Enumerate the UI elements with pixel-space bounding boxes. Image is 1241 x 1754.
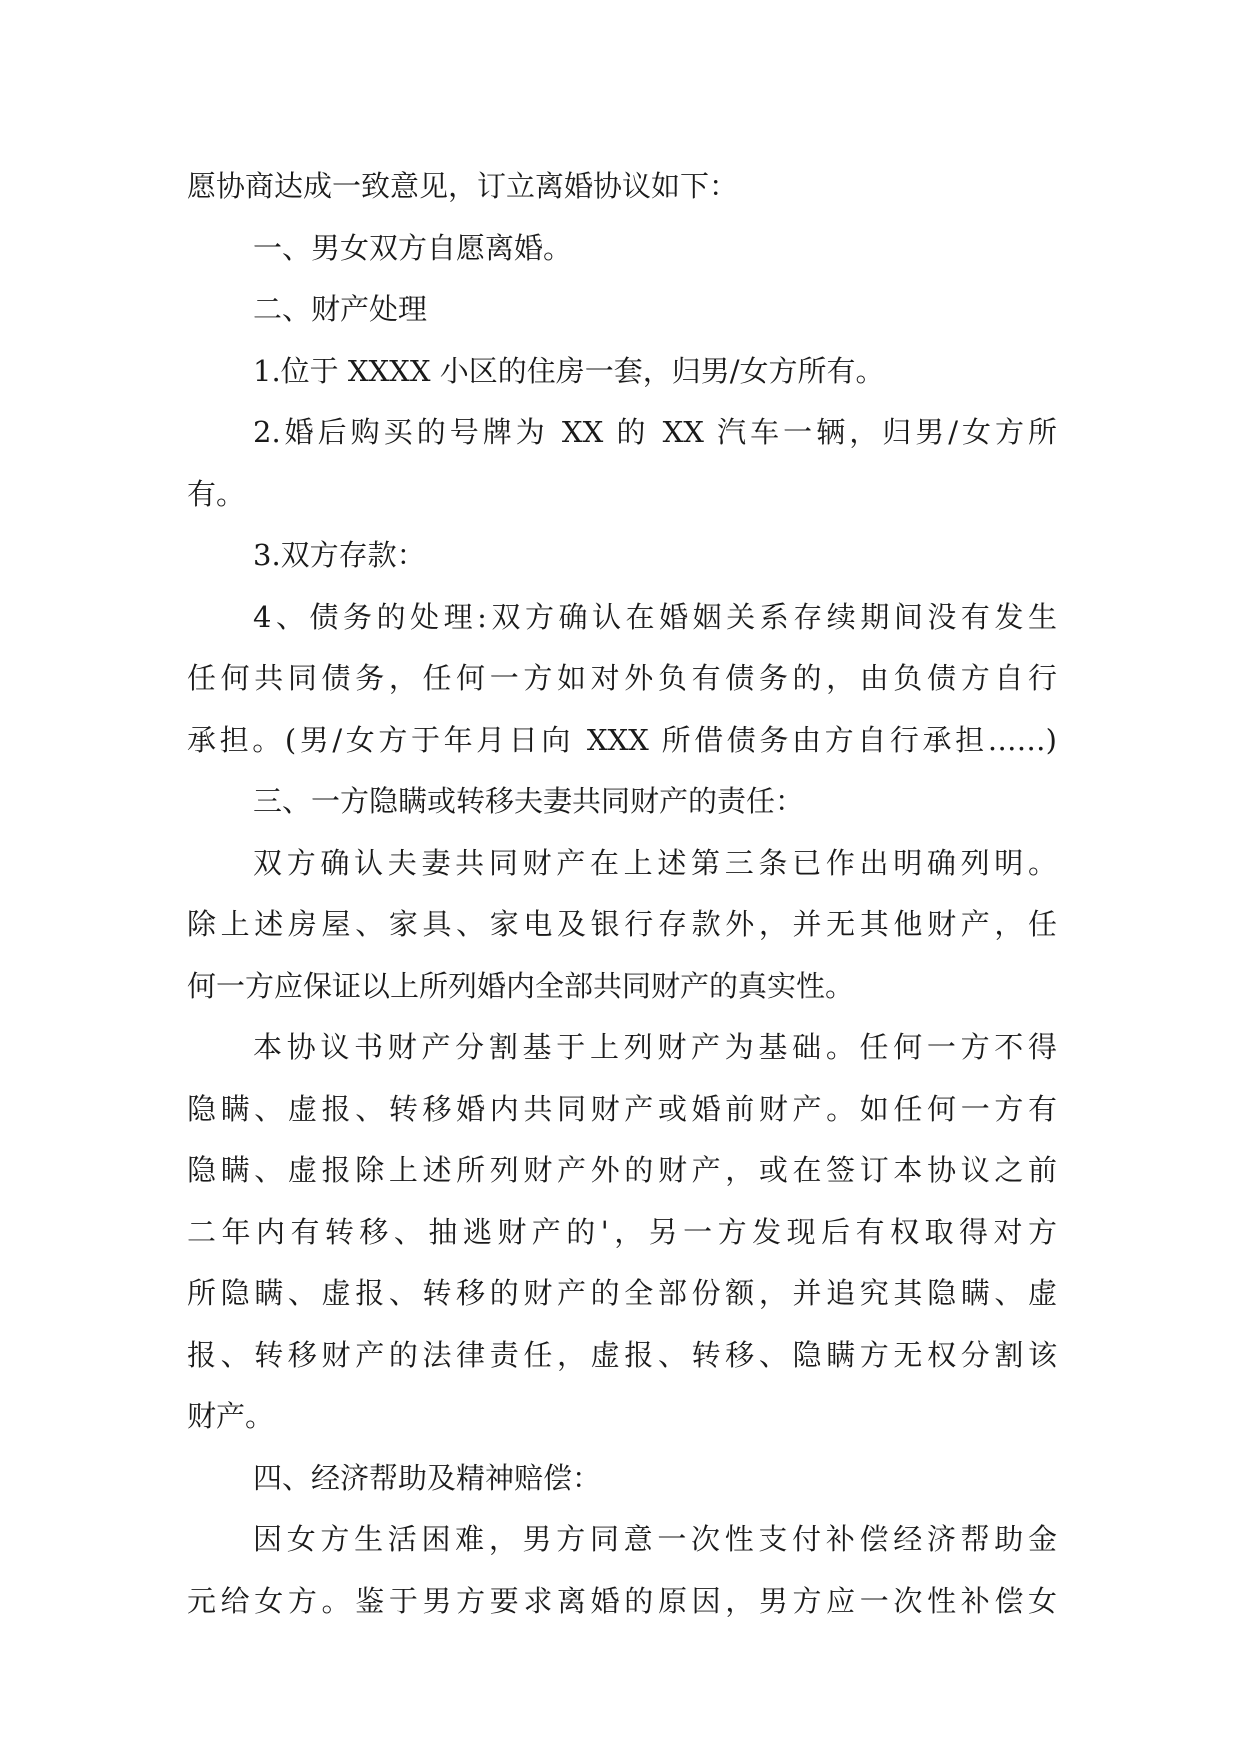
text-line: 本协议书财产分割基于上列财产为基础。任何一方不得 bbox=[253, 1030, 1057, 1064]
text-line: 4、债务的处理:双方确认在婚姻关系存续期间没有发生 bbox=[253, 599, 1057, 634]
text-line: 双方确认夫妻共同财产在上述第三条已作出明确列明。 bbox=[253, 845, 1057, 880]
text-line: 有。 bbox=[187, 476, 246, 511]
clause-heading: 一、男女双方自愿离婚。 bbox=[253, 230, 573, 265]
text-line: 二年内有转移、抽逃财产的'，另一方发现后有权取得对方 bbox=[187, 1214, 1057, 1249]
text-line: 隐瞒、虚报除上述所列财产外的财产，或在签订本协议之前 bbox=[187, 1153, 1057, 1187]
text-line: 财产。 bbox=[187, 1399, 275, 1433]
clause-heading: 三、一方隐瞒或转移夫妻共同财产的责任： bbox=[253, 784, 805, 818]
text-line: 隐瞒、虚报、转移婚内共同财产或婚前财产。如任何一方有 bbox=[187, 1091, 1057, 1126]
clause-heading: 二、财产处理 bbox=[253, 292, 428, 326]
document-body bbox=[187, 156, 1057, 1632]
text-line: 3.双方存款： bbox=[253, 538, 426, 572]
text-line: 承担。(男/女方于年月日向 XXX 所借债务由方自行承担……) bbox=[187, 722, 1057, 757]
text-line: 报、转移财产的法律责任，虚报、转移、隐瞒方无权分割该 bbox=[187, 1337, 1057, 1372]
text-line: 所隐瞒、虚报、转移的财产的全部份额，并追究其隐瞒、虚 bbox=[187, 1276, 1057, 1310]
text-line: 除上述房屋、家具、家电及银行存款外，并无其他财产，任 bbox=[187, 907, 1057, 941]
clause-heading: 四、经济帮助及精神赔偿： bbox=[253, 1460, 602, 1495]
text-line: 元给女方。鉴于男方要求离婚的原因，男方应一次性补偿女 bbox=[187, 1583, 1057, 1618]
text-line: 何一方应保证以上所列婚内全部共同财产的真实性。 bbox=[187, 968, 855, 1003]
text-line: 因女方生活困难，男方同意一次性支付补偿经济帮助金 bbox=[253, 1522, 1057, 1556]
text-line: 愿协商达成一致意见，订立离婚协议如下： bbox=[187, 169, 739, 203]
text-line: 任何共同债务，任何一方如对外负有债务的，由负债方自行 bbox=[187, 661, 1057, 695]
text-line: 2.婚后购买的号牌为 XX 的 XX 汽车一辆，归男/女方所 bbox=[253, 415, 1057, 449]
text-line: 1.位于 XXXX 小区的住房一套，归男/女方所有。 bbox=[253, 353, 885, 388]
